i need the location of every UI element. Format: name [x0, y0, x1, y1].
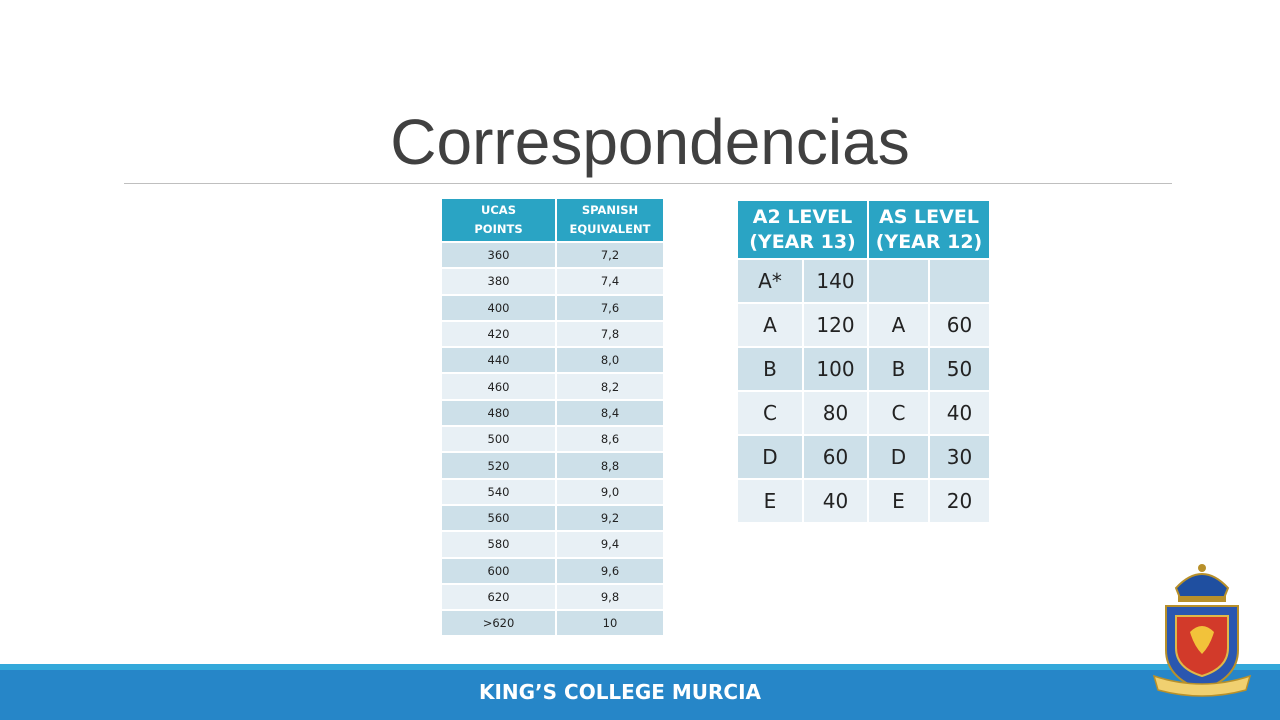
as-points-cell: 40: [930, 392, 989, 434]
a2-grade-cell: C: [738, 392, 802, 434]
as-grade-cell: [869, 260, 928, 302]
ucas-points-cell: 420: [442, 322, 555, 346]
spanish-equivalent-cell: 7,2: [557, 243, 663, 267]
as-level-header: [869, 201, 989, 258]
a2-points-cell: 120: [804, 304, 867, 346]
table-row: [738, 436, 989, 478]
table-row: [442, 322, 663, 346]
a2-grade-cell: E: [738, 480, 802, 522]
spanish-equivalent-cell: 9,2: [557, 506, 663, 530]
ucas-points-cell: 580: [442, 532, 555, 556]
title-divider: [124, 183, 1172, 184]
as-grade-cell: C: [869, 392, 928, 434]
spanish-equivalent-cell: 7,8: [557, 322, 663, 346]
table-row: [442, 506, 663, 530]
ucas-points-cell: 500: [442, 427, 555, 451]
table-row: [738, 392, 989, 434]
spanish-equivalent-cell: 8,0: [557, 348, 663, 372]
header-line: POINTS: [474, 222, 523, 236]
table-row: [442, 559, 663, 583]
spanish-equivalent-cell: 9,0: [557, 480, 663, 504]
spanish-equivalent-cell: 8,2: [557, 374, 663, 398]
ucas-table-body: [442, 243, 663, 635]
slide-title: Correspondencias: [390, 106, 910, 178]
ucas-points-cell: 360: [442, 243, 555, 267]
a2-points-cell: 80: [804, 392, 867, 434]
table-row: [442, 453, 663, 477]
ucas-header-points: [442, 199, 555, 241]
as-points-cell: 50: [930, 348, 989, 390]
header-line: AS LEVEL: [879, 205, 979, 228]
header-line: UCAS: [481, 203, 516, 217]
table-row: [738, 260, 989, 302]
a2-points-cell: 40: [804, 480, 867, 522]
as-grade-cell: B: [869, 348, 928, 390]
as-points-cell: 30: [930, 436, 989, 478]
table-row: [442, 374, 663, 398]
a2-grade-cell: D: [738, 436, 802, 478]
spanish-equivalent-cell: 7,6: [557, 296, 663, 320]
spanish-equivalent-cell: 8,8: [557, 453, 663, 477]
ucas-points-cell: 480: [442, 401, 555, 425]
as-grade-cell: E: [869, 480, 928, 522]
spanish-equivalent-cell: 9,4: [557, 532, 663, 556]
table-row: [442, 532, 663, 556]
a2-points-cell: 100: [804, 348, 867, 390]
table-row: [738, 480, 989, 522]
table-row: [442, 427, 663, 451]
a2-grade-cell: A*: [738, 260, 802, 302]
header-line: A2 LEVEL: [752, 205, 853, 228]
a2-grade-cell: B: [738, 348, 802, 390]
as-grade-cell: D: [869, 436, 928, 478]
kings-college-crest-icon: [1146, 558, 1258, 698]
a2-level-header: [738, 201, 867, 258]
ucas-points-cell: 440: [442, 348, 555, 372]
table-row: [442, 480, 663, 504]
alevel-points-table: [736, 199, 991, 524]
footer-accent-line: [0, 664, 1280, 670]
ucas-points-cell: 460: [442, 374, 555, 398]
spanish-equivalent-cell: 10: [557, 611, 663, 635]
as-grade-cell: A: [869, 304, 928, 346]
a2-points-cell: 140: [804, 260, 867, 302]
ucas-points-cell: 620: [442, 585, 555, 609]
ucas-points-cell: 520: [442, 453, 555, 477]
header-line: (YEAR 12): [875, 230, 983, 253]
spanish-equivalent-cell: 9,6: [557, 559, 663, 583]
as-points-cell: 20: [930, 480, 989, 522]
ucas-points-cell: 400: [442, 296, 555, 320]
ucas-header-equivalent: [557, 199, 663, 241]
ucas-points-cell: 600: [442, 559, 555, 583]
table-row: [442, 585, 663, 609]
ucas-points-cell: >620: [442, 611, 555, 635]
header-line: EQUIVALENT: [569, 222, 651, 236]
ucas-points-table: [440, 197, 665, 637]
table-row: [442, 348, 663, 372]
table-row: [442, 269, 663, 293]
alevel-table-body: [738, 260, 989, 522]
as-points-cell: 60: [930, 304, 989, 346]
as-points-cell: [930, 260, 989, 302]
table-row: [738, 348, 989, 390]
header-line: (YEAR 13): [749, 230, 856, 253]
a2-grade-cell: A: [738, 304, 802, 346]
table-row: [442, 401, 663, 425]
header-line: SPANISH: [581, 203, 639, 217]
table-row: [442, 243, 663, 267]
footer-text: KING’S COLLEGE MURCIA: [478, 680, 762, 704]
spanish-equivalent-cell: 8,6: [557, 427, 663, 451]
spanish-equivalent-cell: 8,4: [557, 401, 663, 425]
table-row: [442, 611, 663, 635]
ucas-points-cell: 560: [442, 506, 555, 530]
table-row: [738, 304, 989, 346]
a2-points-cell: 60: [804, 436, 867, 478]
ucas-points-cell: 380: [442, 269, 555, 293]
spanish-equivalent-cell: 7,4: [557, 269, 663, 293]
table-row: [442, 296, 663, 320]
spanish-equivalent-cell: 9,8: [557, 585, 663, 609]
ucas-points-cell: 540: [442, 480, 555, 504]
